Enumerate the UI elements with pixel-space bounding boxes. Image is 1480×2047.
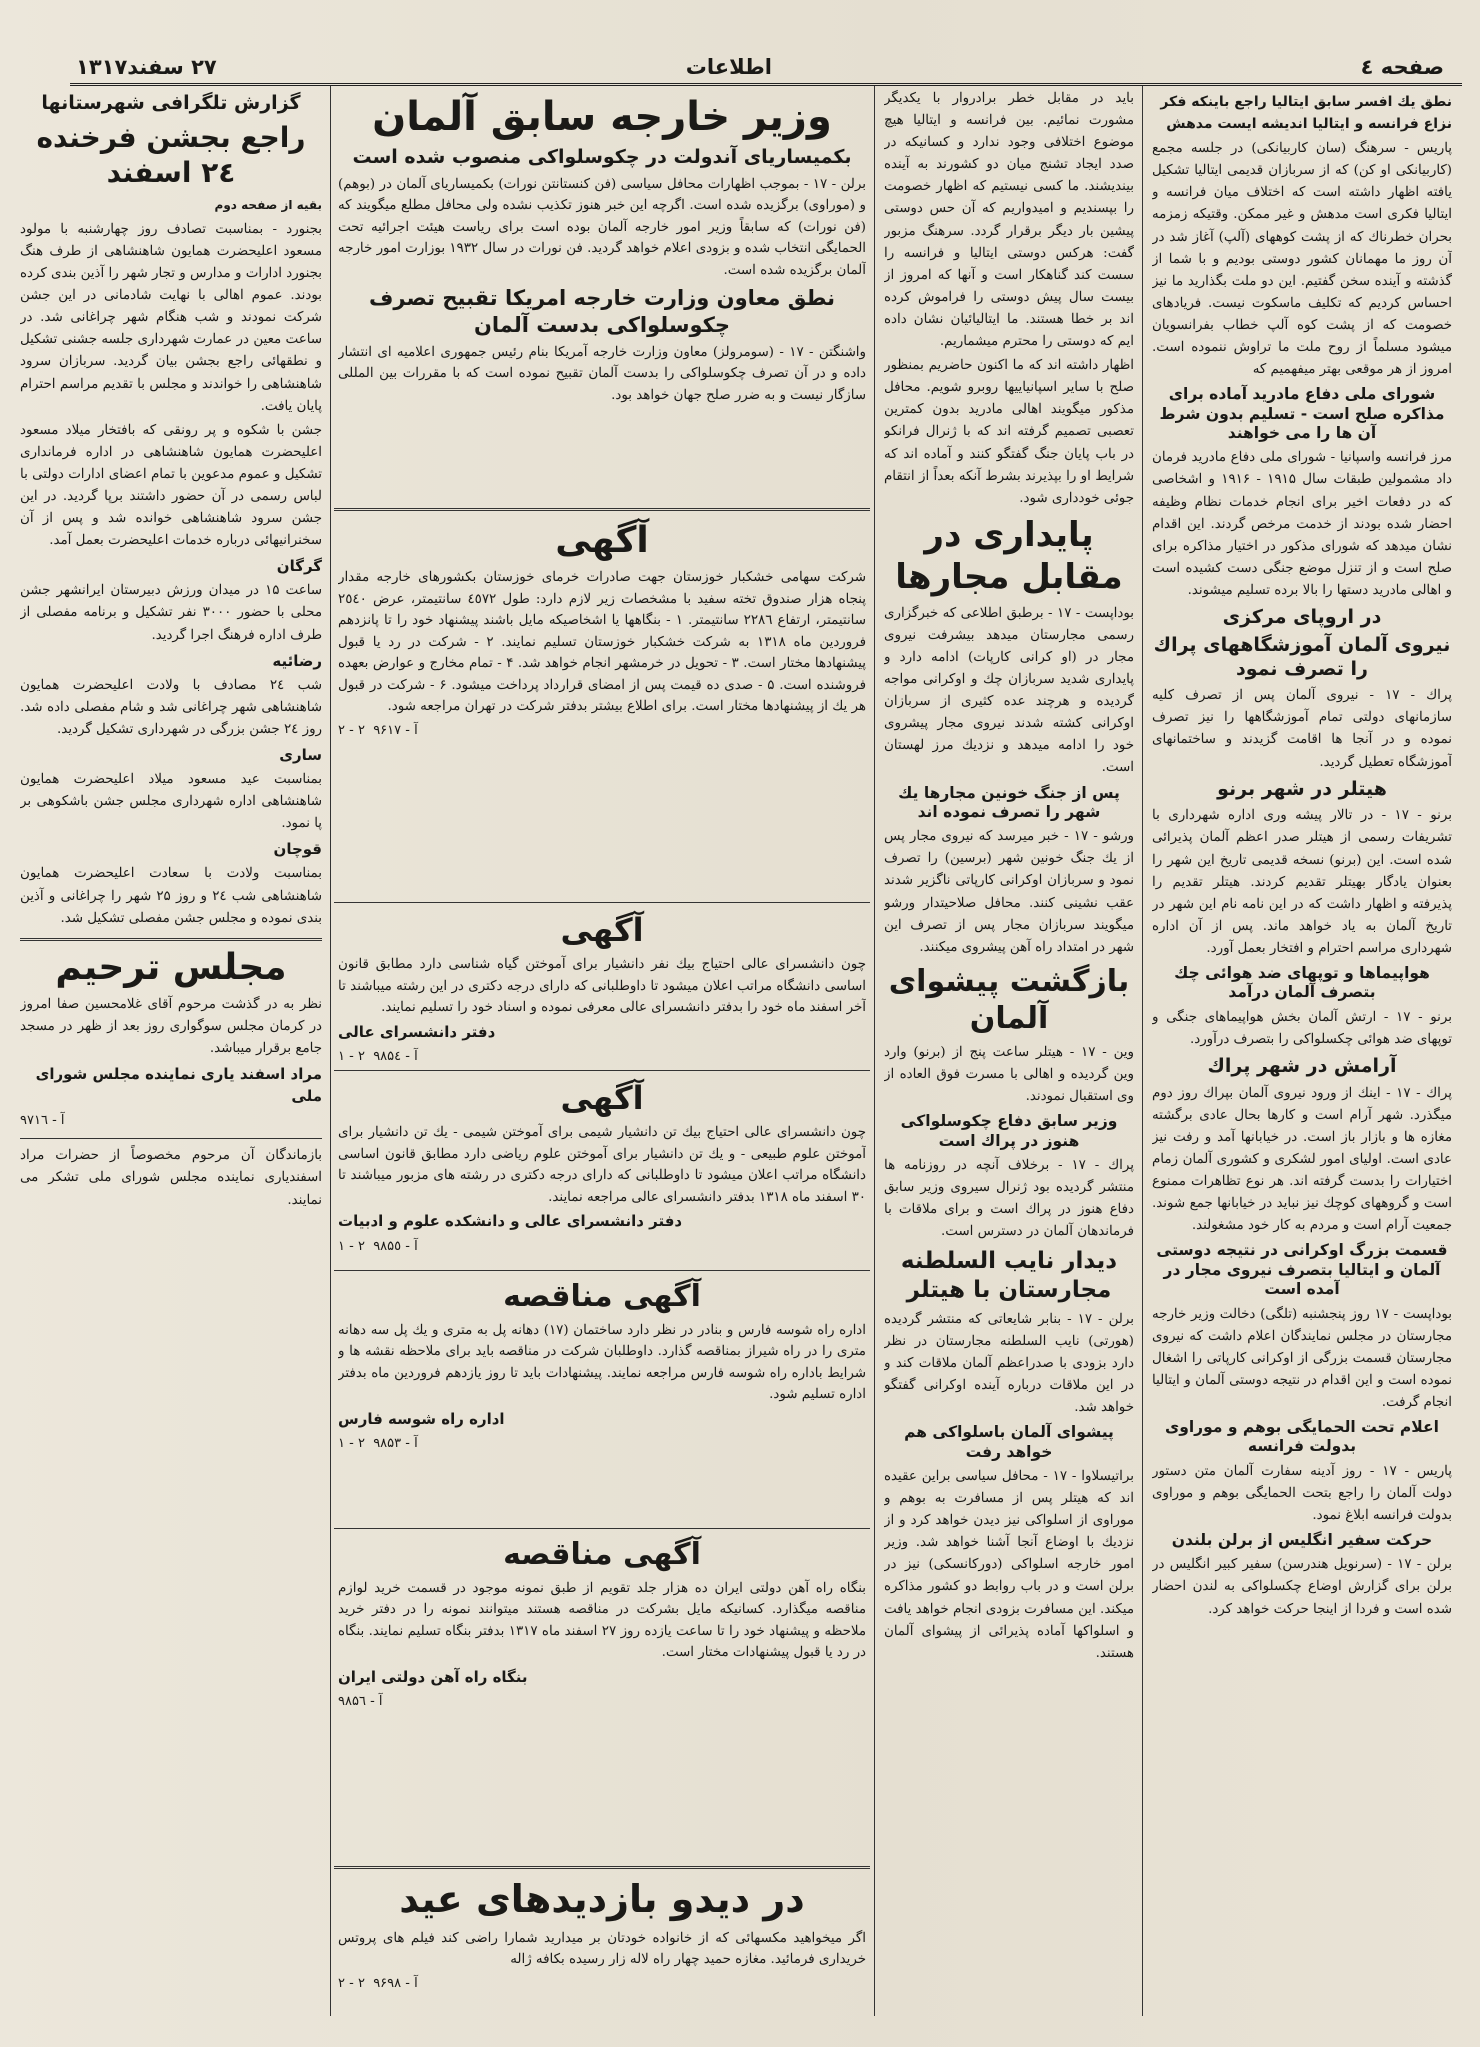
ad-text: اگر میخواهید مکسهائی که از خانواده خودتان بر میدارید شمارا راضی کند فیلم های پروتس خریداری فرمائید. مغازه حمید چهار راه لاله زار رسیده بکافه ژاله bbox=[338, 1930, 866, 1967]
ad-ref-number: آ - ۹۸۵٤ bbox=[373, 1049, 418, 1064]
headline: پیشوای آلمان باسلواکی هم خواهد رفت bbox=[904, 1423, 1114, 1461]
headline: قسمت بزرگ اوکرانی در نتیجه دوستی آلمان و ایتالیا بتصرف نیروی مجار در آمده است bbox=[1156, 1241, 1448, 1299]
ad-ref-code: ۲ - ۲ bbox=[338, 1975, 365, 1991]
divider bbox=[20, 1138, 322, 1139]
article-text: بوداپست - ۱۷ روز پنجشنبه (تلگی) دخالت وزیر خارجه مجارستان در مجلس نمایندگان اعلام داشت که نیروی مجارستان قسمت بزرگی از اوکرانی کارپاتی را اشغال نموده است و این اقدام در نتیجه دوستی آلمان و ایتالیا انجام گرفت. bbox=[1152, 1306, 1452, 1410]
memorial-text: نظر به در گذشت مرحوم آقای غلامحسین صفا امروز در کرمان مجلس سوگواری روز بعد از ظهر در مسجد جامع برقرار میباشد. bbox=[20, 996, 322, 1056]
article-text: پراك - ۱۷ - اینك از ورود نیروی آلمان بپراك روز دوم میگذرد. شهر آرام است و کارها بحال عادی برگشته مغازه ها و بازار باز است. در خیابانها آمد و رفت نیز عادی است. اولیای امور لشکری و کشوری آلمان زمام اختیارات را بدست گرفته اند. هر نوع تظاهرات ممنوع است و گروههای کوچك نیز نباید در خیابانها جمع شوند. جمعیت آرام است و مردم به کار خود مشغولند. bbox=[1152, 1085, 1452, 1234]
headline: حرکت سفیر انگلیس از برلن بلندن bbox=[1171, 1531, 1433, 1549]
masthead bbox=[70, 55, 1462, 86]
center-news bbox=[338, 88, 866, 538]
paper-name: اطلاعات bbox=[685, 55, 772, 79]
ad-text: بنگاه راه آهن دولتی ایران ده هزار جلد تقویم از طبق نمونه موجود در قسمت خرید لوازم مناقصه میگذارد. کسانیکه مایل بشرکت در مناقصه هستند میتوانند نمونه را در دفتر خرید ملاحظه و پیشنهاد خود را تا ساعت یازده روز ۲۷ اسفند ماه ۱۳۱۷ بدفتر بنگاه تسلیم نمایند. بنگاه در رد یا قبول پیشنهادات مختار است. bbox=[338, 1580, 866, 1660]
headline: هیتلر در شهر برنو bbox=[1217, 777, 1387, 800]
page-label: صفحه ٤ bbox=[1360, 55, 1444, 79]
article-text: برلن - ۱۷ - (سرنویل هندرسن) سفیر کبیر انگلیس در برلن برای گزارش اوضاع چکسلواکی به لندن احضار شده است و فردا از اینجا حرکت خواهد کرد. bbox=[1152, 1557, 1452, 1617]
ad-signature: اداره راه شوسه فارس bbox=[338, 1409, 505, 1428]
article-text: برلن - ۱۷ - بنابر شایعاتی که منتشر گردیده (هورتی) نایب السلطنه مجارستان در نظر دارد بزودی با صدراعظم آلمان ملاقات کند و در این ملاقات درباره آینده اوکرانی گفتگو خواهد شد. bbox=[884, 1311, 1134, 1416]
article-text: برنو - ۱۷ - ارتش آلمان بخش هواپیماهای جنگی و توپهای ضد هوائی چکسلواکی را بتصرف درآورد. bbox=[1152, 1009, 1452, 1047]
memorial-title: مجلس ترحیم bbox=[55, 946, 287, 988]
notice-text: بازماندگان آن مرحوم مخصوصاً از حضرات مراد اسفندیاری نماینده مجلس شورای ملی تشکر می نمایند. bbox=[20, 1148, 322, 1208]
article-text: شب ۲٤ مصادف با ولادت اعلیحضرت همایون شاهنشاهی شهر چراغانی شد و شام مفصلی داده شد. روز ۲٤ جشن بزرگی در شهرداری تشکیل گردید. bbox=[20, 677, 322, 737]
headline: پایداری در مقابل مجارها bbox=[895, 514, 1123, 598]
issue-date: ۲۷ سفند۱۳۱۷ bbox=[76, 55, 217, 79]
ad-ref-number: آ - ۹۶۱۷ bbox=[373, 722, 418, 738]
ad-ref: آ - ۹۸۵٦ bbox=[338, 1694, 383, 1709]
ad-title: آگهی bbox=[560, 911, 644, 949]
article-text: پاریس - سرهنگ (سان کاربیانکی) در جلسه مجمع (کاربیانکی او کن) که از سربازان قدیمی ایتالیا تشکیل یافته اظهار داشته است که اختلاف میان فرانسه و ایتالیا فکری است مدهش و غیر ممکن. وقتیکه زمزمه بحران خطرناك که از پشت کوههای (آلپ) آغاز شد در آن روز ما مهمانان کشور دوستی بودیم و با شما از گذشته و آینده سخن گفتیم. این دو ملت بگذارید ما نیز احساس کردیم که تکلیف ماسکوت نیست. فریادهای خصومت که از پشت کوه آلپ خطاب بفرانسویان میشود مسلماً از روح ملت ما تراوش ننموده است. امروز از هر موقعی بهتر میفهمیم که bbox=[1152, 141, 1452, 378]
divider bbox=[334, 1528, 870, 1529]
city-heading: رضائیه bbox=[272, 651, 322, 670]
ad-university-2 bbox=[338, 1074, 866, 1266]
article-text: پاریس - ۱۷ - روز آدینه سفارت آلمان متن دستور دولت آلمان را راجع بتحت الحمایگی بوهم و موراوی بدولت فرانسه ابلاغ نمود. bbox=[1152, 1463, 1452, 1523]
article-text: بجنورد - بمناسبت تصادف روز چهارشنبه با مولود مسعود اعلیحضرت همایون شاهنشاهی از طرف هنگ بجنورد ادارات و مدارس و تجار شهر را آذین بندی کرده بودند. عموم اهالی با نهایت شادمانی در این جشن شرکت نمودند و شب هنگام شهر چراغانی شد. در ساعت معین در عمارت شهرداری جلسه جشنی تشکیل و نطقهائی راجع بجشن بیان گردید. سربازان سرود شاهنشاهی را خواندند و مجلس با تقدیم مراسم احترام پایان یافت. bbox=[20, 221, 322, 414]
headline: هواپیماها و توپهای ضد هوائی چك بتصرف آلمان درآمد bbox=[1174, 964, 1430, 1002]
headline: شورای ملی دفاع مادرید آماده برای مذاکره صلح است - تسلیم بدون شرط آن ها را می خواهند bbox=[1159, 385, 1445, 442]
headline: نطق یك افسر سابق ایتالیا راجع باینکه فکر نزاع فرانسه و ایتالیا اندیشه ایست مدهش bbox=[1160, 94, 1452, 133]
ad-khuzestan bbox=[338, 514, 866, 899]
ad-ref-code: ۲ - ۱ bbox=[338, 1238, 365, 1254]
divider bbox=[334, 1866, 870, 1869]
column-second bbox=[884, 88, 1134, 2028]
ad-signature: بنگاه راه آهن دولتی ایران bbox=[338, 1667, 528, 1686]
ad-signature: دفتر دانشسرای عالی و دانشکده علوم و ادبیات bbox=[338, 1212, 683, 1230]
article-text: باید در مقابل خطر برادروار با یکدیگر مشورت نمائیم. بین فرانسه و ایتالیا هیچ موضوع اختلافی وجود ندارد و کسانیکه در صدد ایجاد تشنج میان دو کشورند به آینده بیندیشند. ما کسی نیستیم که اظهار خصومت را بپسندیم و امیدواریم که آن حس دوستی پیشین بار دیگر برقرار گردد. سرهنگ مزبور گفت: هرکس دوستی ایتالیا و فرانسه را سست کند گناهکار است و آنها که امروز از بیست سال پیش دوستی را فراموش کرده اند بر خطا هستند. ما ایتالیائیان نشان داده ایم که دوستی را محترم میشماریم. bbox=[884, 91, 1134, 350]
ad-text: چون دانشسرای عالی احتیاج بیك نفر دانشیار برای آموختن گیاه شناسی دارد مطابق قانون اساسی دانشگاه مراتب اعلان میشود تا داوطلبانی که دارای درجه دکتری در این رشته میباشند تا آخر اسفند ماه خود را بدفتر دانشسرای عالی معرفی نموده و اسناد خود را تسلیم نمایند. bbox=[338, 957, 866, 1015]
city-heading: گرگان bbox=[276, 557, 322, 576]
ad-ref bbox=[338, 1433, 866, 1455]
article-text: ساعت ۱۵ در میدان ورزش دبیرستان ایرانشهر جشن محلی با حضور ۳۰۰۰ نفر تشکیل و برنامه مفصلی از طرف اداره فرهنگ اجرا گردید. bbox=[20, 583, 322, 643]
ad-tender-fars bbox=[338, 1274, 866, 1524]
ad-text: شرکت سهامی خشکبار خوزستان جهت صادرات خرمای خوزستان بکشورهای خارجه مقدار پنجاه هزار صندوق تخته سفید با مشخصات زیر لازم دارد: طول ٤٥٧٢ سانتیمتر، عرض ٢٥٤٠ سانتیمتر، ارتفاع ٢٢٨٦ سانتیمتر. ۱ - بنگاهها یا اشخاصیکه مایل باشند پیشنهاد خود را تا پانزدهم فروردین ماه ۱۳۱۸ به شرکت خشکبار خوزستان تسلیم نمایند. ۲ - شرکت در رد یا قبول پیشنهادها مختار است. ۳ - تحویل در خرمشهر انجام خواهد شد. ۴ - تمام مخارج و عوارض بعهده فروشنده است. ۵ - صدی ده قیمت پس از امضای قرارداد پرداخت میشود. ۶ - شرکت در قبول هر یك از پیشنهادها مختار است. برای اطلاع بیشتر بدفتر شرکت در تهران مراجعه شود. bbox=[338, 570, 866, 714]
headline: راجع بجشن فرخنده ۲٤ اسفند bbox=[36, 120, 306, 189]
ad-ref-code: ۲ - ۱ bbox=[338, 1436, 365, 1451]
ad-ref-number: آ - ۹۸۵۳ bbox=[373, 1436, 418, 1451]
ad-text: چون دانشسرای عالی احتیاج بیك تن دانشیار شیمی برای آموختن شیمی - یك تن دانشیار برای آموختن علوم طبیعی - و یك تن دانشیار برای آموختن علوم ریاضی دارد مطابق قانون اساسی دانشگاه مراتب اعلان میشود تا داوطلبانی که دارای درجه دکتری در رشته های مزبور میباشند تا ۳۰ اسفند ماه ۱۳۱۸ بدفتر دانشسرای عالی مراجعه نمایند. bbox=[338, 1125, 866, 1205]
headline: دیدار نایب السلطنه مجارستان با هیتلر bbox=[900, 1248, 1118, 1303]
ad-tender-railway bbox=[338, 1532, 866, 1862]
headline: بازگشت پیشوای آلمان bbox=[888, 963, 1130, 1037]
column-rule bbox=[874, 86, 875, 2016]
section-title: گزارش تلگرافی شهرستانها bbox=[41, 92, 301, 114]
ad-ref-code: ۲ - ۲ bbox=[338, 722, 365, 738]
headline: وزیر خارجه سابق آلمان bbox=[372, 94, 832, 140]
city-heading: ساری bbox=[279, 746, 322, 764]
divider bbox=[334, 508, 870, 511]
ad-title: در دیدو بازدیدهای عید bbox=[399, 1877, 805, 1921]
article-text: جشن با شکوه و پر رونقی که بافتخار میلاد مسعود اعلیحضرت همایون شاهنشاهی در اداره فرمانداری تشکیل و عموم مدعوین با تمام اعضای ادارات دولتی با لباس رسمی در آن حضور داشتند برپا گردید. در این جشن سرود شاهنشاهی خوانده شد و پس از آن سخنرانیهائی درباره خدمات اعلیحضرت بعمل آمد. bbox=[20, 422, 322, 549]
column-right bbox=[1152, 88, 1452, 2028]
ad-ref bbox=[338, 1046, 866, 1066]
ad-ref-number: آ - ۹۶۹۸ bbox=[373, 1975, 418, 1991]
ad-title: آگهی مناقصه bbox=[503, 1537, 701, 1572]
headline: نطق معاون وزارت خارجه امریکا تقبیح تصرف چکوسلواکی بدست آلمان bbox=[369, 286, 835, 337]
ad-title: آگهی bbox=[555, 520, 649, 561]
article-text: پراك - ۱۷ - برخلاف آنچه در روزنامه ها منتشر گردیده بود ژنرال سیروی وزیر سابق دفاع هنوز در پراك است و برای ملاقات با فرماندهان آلمان در دسترس است. bbox=[884, 1157, 1134, 1240]
continuation-note: بقیه از صفحه دوم bbox=[214, 197, 322, 212]
ad-university-1 bbox=[338, 906, 866, 1066]
headline: آرامش در شهر پراك bbox=[1207, 1054, 1397, 1077]
ad-ref: آ - ۹۷۱٦ bbox=[20, 1113, 65, 1129]
article-text: مرز فرانسه واسپانیا - شورای ملی دفاع مادرید فرمان داد مشمولین طبقات سال ۱۹۱۵ - ۱۹۱۶ و اشخاصی که در دفعات اخیر برای انجام خدمات نظام وظیفه احضار شده بودند از خدمت مرخص گردند. این اقدام نشان میدهد که شورای مذکور در اختیار مذاکره برای صلح است و از تنزل موضع جنگی دست کشیده است و اهالی مادرید دستها را بالا برده تسلیم میشوند. bbox=[1152, 450, 1452, 598]
article-text: وین - ۱۷ - هیتلر ساعت پنج از (برنو) وارد وین گردیده و اهالی با مسرت فوق العاده از وی استقبال نمودند. bbox=[884, 1044, 1134, 1105]
column-left bbox=[20, 88, 322, 2028]
column-rule bbox=[1142, 86, 1143, 2016]
city-heading: قوچان bbox=[273, 840, 322, 859]
divider bbox=[334, 1270, 870, 1271]
subheadline: بکمیساریای آندولت در چکوسلواکی منصوب شده است bbox=[352, 146, 852, 168]
divider bbox=[334, 1070, 870, 1071]
headline: نیروی آلمان آموزشگاههای پراك را تصرف نمود bbox=[1153, 633, 1451, 680]
ad-text: اداره راه شوسه فارس و بنادر در نظر دارد ساختمان (۱۷) دهانه پل به متری و یك پل سه دهانه متری را در راه شیراز بمناقصه گذارد. داوطلبان شرکت در مناقصه باید برای ملاحظه نقشه ها و شرایط باداره راه شوسه فارس مراجعه نمایند. پیشنهادات باید تا روز یازدهم فروردین ماه بدفتر اداره تسلیم شود. bbox=[338, 1322, 866, 1402]
article-text: بمناسبت عید مسعود میلاد اعلیحضرت همایون شاهنشاهی اداره شهرداری مجلس جشن باشکوهی بر پا نمود. bbox=[20, 772, 322, 832]
divider bbox=[20, 938, 322, 941]
article-text: پراك - ۱۷ - نیروی آلمان پس از تصرف کلیه سازمانهای دولتی تمام آموزشگاهها را نیز تصرف نموده و در آنجا ها اقامت گزیدند و ساختمانهای آموزشگاه تعطیل گردید. bbox=[1152, 688, 1452, 770]
ad-ref-code: ۲ - ۱ bbox=[338, 1049, 365, 1064]
ad-title: آگهی مناقصه bbox=[503, 1279, 701, 1314]
ad-ref bbox=[338, 1236, 866, 1258]
headline: وزیر سابق دفاع چکوسلواکی هنوز در پراك است bbox=[900, 1112, 1118, 1150]
ad-signature: دفتر دانشسرای عالی bbox=[338, 1022, 496, 1041]
article-text: برنو - ۱۷ - در تالار پیشه وری اداره شهرداری با تشریفات رسمی از هیتلر صدر اعظم آلمان پذیرائی شده است. این (برنو) نسخه قدیمی تاریخ این شهر را بعنوان یادگار بهیتلر تقدیم کردند. هیتلر تقدیم را پذیرفته و اظهار داشت که در این نامه نام این شهر در تاریخ آلمان به یاد خواهد ماند. پس از آن اداره شهرداری مراسم احترام و افتخار بعمل آورد. bbox=[1152, 808, 1452, 956]
ad-ref-number: آ - ۹۸۵٥ bbox=[373, 1238, 418, 1254]
article-text: بوداپست - ۱۷ - برطبق اطلاعی که خبرگزاری رسمی مجارستان میدهد بیشرفت نیروی مجار در (او کرانی کارپات) ادامه دارد و پایداری شدید سربازان چك و اوکرانی مواجه گردیده و هرچند عده کثیری از سربازان اوکرانی کشته شدند نیروی مجار پیشروی خود را ادامه میدهد و نزدیك مرز لهستان است. bbox=[884, 605, 1134, 776]
ad-eid-photos bbox=[338, 1872, 866, 2032]
article-text: واشنگتن - ۱۷ - (سومرولز) معاون وزارت خارجه آمریکا بنام رئیس جمهوری اعلامیه ای انتشار داده و در آن تصرف چکوسلواکی را بدست آلمان تقبیح نموده است که با مقررات بین المللی سازگار نیست و به ضرر صلح جهان خواهد بود. bbox=[338, 344, 866, 403]
article-text: بمناسبت ولادت با سعادت اعلیحضرت همایون شاهنشاهی شب ۲٤ و روز ۲۵ شهر را چراغانی و آذین بندی نموده و مجلس جشن مفصلی تشکیل شد. bbox=[20, 866, 322, 926]
column-rule bbox=[330, 86, 331, 2016]
article-text: ورشو - ۱۷ - خبر میرسد که نیروی مجار پس از یك جنگ خونین شهر (برسین) را تصرف نمود و سربازان اوکرانی کارپاتی ناگزیر شدند عقب نشینی کنند. محافل صلاحیتدار ورشو میگویند سربازان مجار پس از تصرف این شهر در امتداد راه آهن پیشروی میکنند. bbox=[884, 829, 1134, 955]
article-text: براتیسلاوا - ۱۷ - محافل سیاسی براین عقیده اند که هیتلر پس از مسافرت به بوهم و موراوی از اسلواکی نیز دیدن خواهد کرد و از نزدیك با اوضاع آنجا آشنا خواهد شد. وزیر امور خارجه اسلواکی (دورکانسکی) نیز در برلن است و در باب روابط دو کشور مذاکره میکند. این مسافرت بزودی انجام خواهد یافت و اسلواکها آماده پذیرائی از پیشوای آلمان هستند. bbox=[884, 1468, 1134, 1661]
ad-title: آگهی bbox=[560, 1079, 644, 1117]
headline: اعلام تحت الحمایگی بوهم و موراوی بدولت فرانسه bbox=[1165, 1417, 1439, 1456]
divider bbox=[334, 902, 870, 903]
article-text: برلن - ۱۷ - بموجب اظهارات محافل سیاسی (فن کنستانتن نورات) بکمیساریای آلمان در (بوهم) و (موراوی) برگزیده شده است. اگرچه این خبر هنوز تکذیب نشده ولی محافل مطلع میگویند که (فن نورات) که سابقاً وزیر امور خارجه آلمان بوده است برای ریاست هیئت اجرائیه تحت الحمایگی انتخاب شده و بزودی اعلام خواهد گردید. فن نورات در سال ۱۹۳۲ بوزارت امور خارجه آلمان برگزیده شده است. bbox=[338, 176, 866, 278]
ad-ref bbox=[338, 1973, 866, 1995]
headline: پس از جنگ خونین مجارها یك شهر را تصرف نموده اند bbox=[898, 783, 1120, 821]
ad-ref bbox=[338, 720, 866, 742]
section-title: در اروپای مرکزی bbox=[1222, 606, 1382, 628]
article-text: اظهار داشته اند که ما اکنون حاضریم بمنظور صلح با سایر اسپانیاییها روبرو شویم. محافل مذکور میگویند اهالی مادرید بدون کمترین تعصبی تصمیم گرفته اند که با ژنرال فرانکو در باب پایان جنگ گفتگو کنند و آماده اند که شرایط او را بپذیرند بشرط آنکه بعداً از انتقام جوئی خودداری شود. bbox=[884, 358, 1134, 506]
memorial-signature: مراد اسفند یاری نماینده مجلس شورای ملی bbox=[35, 1065, 322, 1106]
